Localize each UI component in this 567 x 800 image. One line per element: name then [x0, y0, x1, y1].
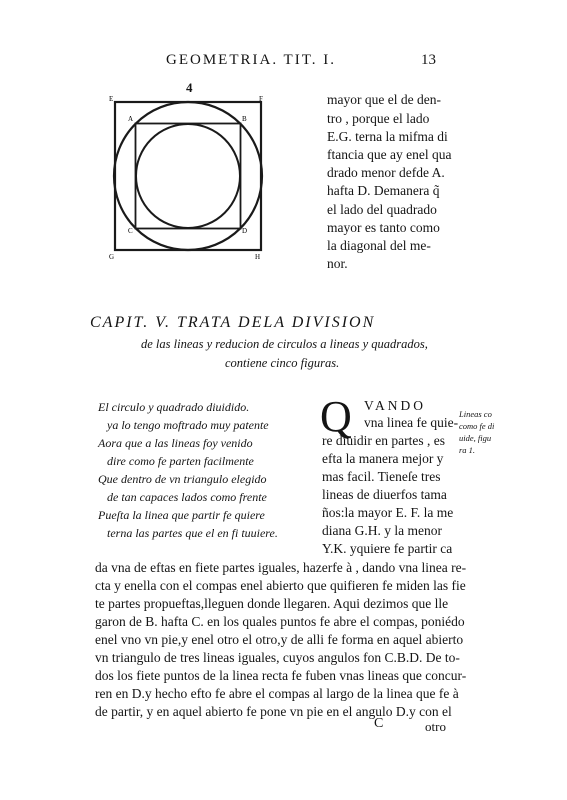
marginal-note-line: uide, figu: [459, 433, 492, 443]
right-text-line: ftancia que ay enel qua: [327, 147, 452, 162]
chapter-heading: CAPIT. V. TRATA DELA DIVISION: [90, 314, 376, 331]
poem-line: Que dentro de vn triangulo elegido: [98, 472, 267, 486]
body-line: ños:la mayor E. F. la me: [322, 505, 454, 520]
marginal-note-line: como fe di: [459, 421, 495, 431]
right-text-line: la diagonal del me-: [327, 238, 431, 253]
poem-line: dire como fe parten facilmente: [107, 454, 254, 468]
poem-line: de tan capaces lados como frente: [107, 490, 267, 504]
label-A: A: [128, 115, 134, 123]
right-text-line: drado menor defde A.: [327, 165, 445, 180]
marginal-note-line: Lineas co: [459, 409, 492, 419]
running-head: GEOMETRIA. TIT. I.: [166, 52, 337, 68]
label-D: D: [242, 227, 248, 235]
label-G: G: [109, 253, 115, 261]
signature-mark: C: [374, 716, 384, 731]
marginal-note: [459, 408, 494, 456]
body-line: cta y enella con el compas enel abierto que quifieren fe miden las fie: [95, 578, 466, 593]
poem-line: Pueſta la linea que partir fe quiere: [98, 508, 265, 522]
poem-line: terna las partes que el en fi tuuiere.: [107, 526, 278, 540]
body-line: VANDO: [364, 398, 427, 413]
catchword: otro: [425, 719, 446, 734]
chapter-subtitle: contiene cinco figuras.: [225, 356, 340, 370]
body-line: re diuidir en partes , es: [322, 433, 445, 448]
label-B: B: [242, 115, 247, 123]
body-line: lineas de diuerfos tama: [322, 487, 447, 502]
page-number: 13: [421, 52, 436, 68]
body-line: diana G.H. y la menor: [322, 523, 442, 538]
body-line: da vna de eftas en fiete partes iguales, hazerfe à , dando vna linea re-: [95, 560, 467, 575]
inner-circle: [136, 124, 240, 228]
body-line: ren en D.y hecho efto fe abre el compas al largo de la linea que fe à: [95, 686, 459, 701]
body-line: vn triangulo de tres lineas iguales, cuyos angulos fon C.B.D. De to-: [95, 650, 460, 665]
figure-number: 4: [186, 80, 193, 95]
poem-line: ya lo tengo moftrado muy patente: [107, 418, 269, 432]
drop-cap: Q: [320, 392, 352, 441]
poem-line: Aora que a las lineas foy venido: [98, 436, 253, 450]
label-H: H: [255, 253, 261, 261]
right-text-line: el lado del quadrado: [327, 202, 437, 217]
right-text-line: mayor que el de den-: [327, 92, 441, 107]
right-text-line: mayor es tanto como: [327, 220, 440, 235]
body-line: enel vno vn pie,y enel otro el otro,y de alli fe forma en aquel abierto: [95, 632, 464, 647]
right-text-line: tro , porque el lado: [327, 111, 430, 126]
body-line: de partir, y en aquel abierto fe pone vn pie en el angulo D.y con el: [95, 704, 452, 719]
poem-line: El circulo y quadrado diuidido.: [98, 400, 250, 414]
body-line: mas facil. Tieneſe tres: [322, 469, 441, 484]
label-C: C: [128, 227, 133, 235]
figure-4-squares-and-circle: [107, 92, 267, 262]
body-line: efta la manera mejor y: [322, 451, 444, 466]
body-line: garon de B. hafta C. en los quales puntos fe abre el compas, poniédo: [95, 614, 465, 629]
label-E: E: [109, 95, 114, 103]
label-F: F: [259, 95, 263, 103]
right-text-line: E.G. terna la mifma di: [327, 129, 448, 144]
body-line: Y.K. yquiere fe partir ca: [322, 541, 453, 556]
body-line: dos los fiete puntos de la linea recta fe fuben vnas lineas que concur-: [95, 668, 467, 683]
marginal-note-line: ra 1.: [459, 445, 476, 455]
right-text-line: nor.: [327, 256, 348, 271]
body-line: vna linea fe quie-: [364, 415, 459, 430]
body-line: te partes propueftas,lleguen donde llegaren. Aqui dezimos que lle: [95, 596, 449, 611]
chapter-subtitle: de las lineas y reducion de circulos a lineas y quadrados,: [141, 337, 428, 351]
right-text-line: hafta D. Demanera q̃: [327, 183, 440, 198]
